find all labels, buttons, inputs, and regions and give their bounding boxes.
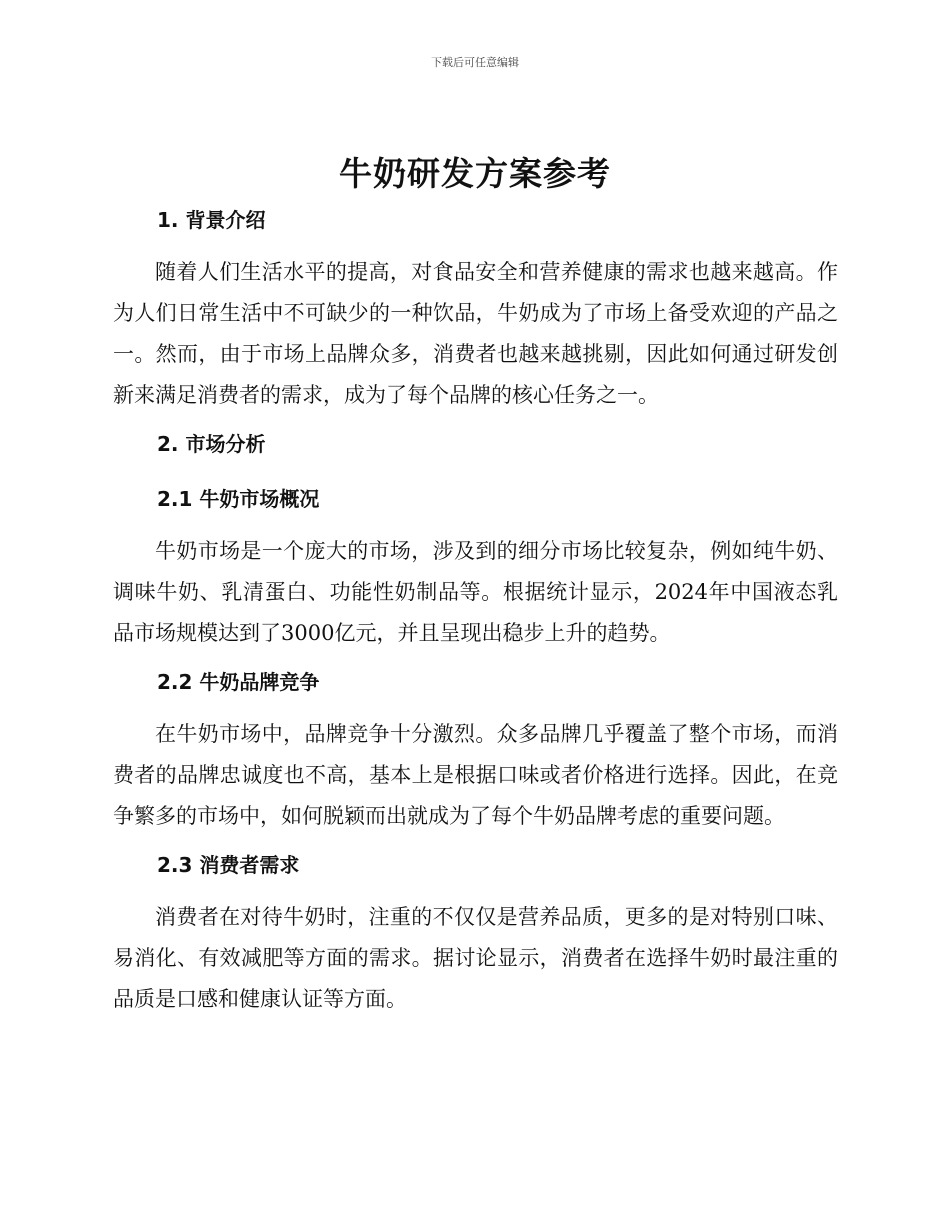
document-title: 牛奶研发方案参考	[339, 154, 611, 193]
paragraph-background: 随着人们生活水平的提高，对食品安全和营养健康的需求也越来越高。作为人们日常生活中不可缺少的一种饮品，牛奶成为了市场上备受欢迎的产品之一。然而，由于市场上品牌众多，消费者也越来越挑剔，因此如何通过研发创新来满足消费者的需求，成为了每个品牌的核心任务之一。	[113, 260, 838, 407]
document-body	[113, 200, 838, 1020]
section-heading-market-overview: 2.1 牛奶市场概况	[157, 487, 320, 511]
paragraph-market-overview: 牛奶市场是一个庞大的市场，涉及到的细分市场比较复杂，例如纯牛奶、调味牛奶、乳清蛋白、功能性奶制品等。根据统计显示，2024年中国液态乳品市场规模达到了3000亿元，并且呈现出稳步上升的趋势。	[113, 539, 838, 645]
section-heading-consumer-demand: 2.3 消费者需求	[157, 853, 300, 877]
section-heading-market-analysis: 2. 市场分析	[157, 432, 266, 456]
section-heading-background: 1. 背景介绍	[157, 208, 266, 232]
header-note: 下载后可任意编辑	[431, 56, 519, 69]
section-heading-brand-competition: 2.2 牛奶品牌竞争	[157, 670, 320, 694]
paragraph-brand-competition: 在牛奶市场中，品牌竞争十分激烈。众多品牌几乎覆盖了整个市场，而消费者的品牌忠诚度也不高，基本上是根据口味或者价格进行选择。因此，在竞争繁多的市场中，如何脱颖而出就成为了每个牛奶品牌考虑的重要问题。	[113, 722, 838, 828]
paragraph-consumer-demand: 消费者在对待牛奶时，注重的不仅仅是营养品质，更多的是对特别口味、易消化、有效减肥等方面的需求。据讨论显示，消费者在选择牛奶时最注重的品质是口感和健康认证等方面。	[113, 905, 838, 1011]
